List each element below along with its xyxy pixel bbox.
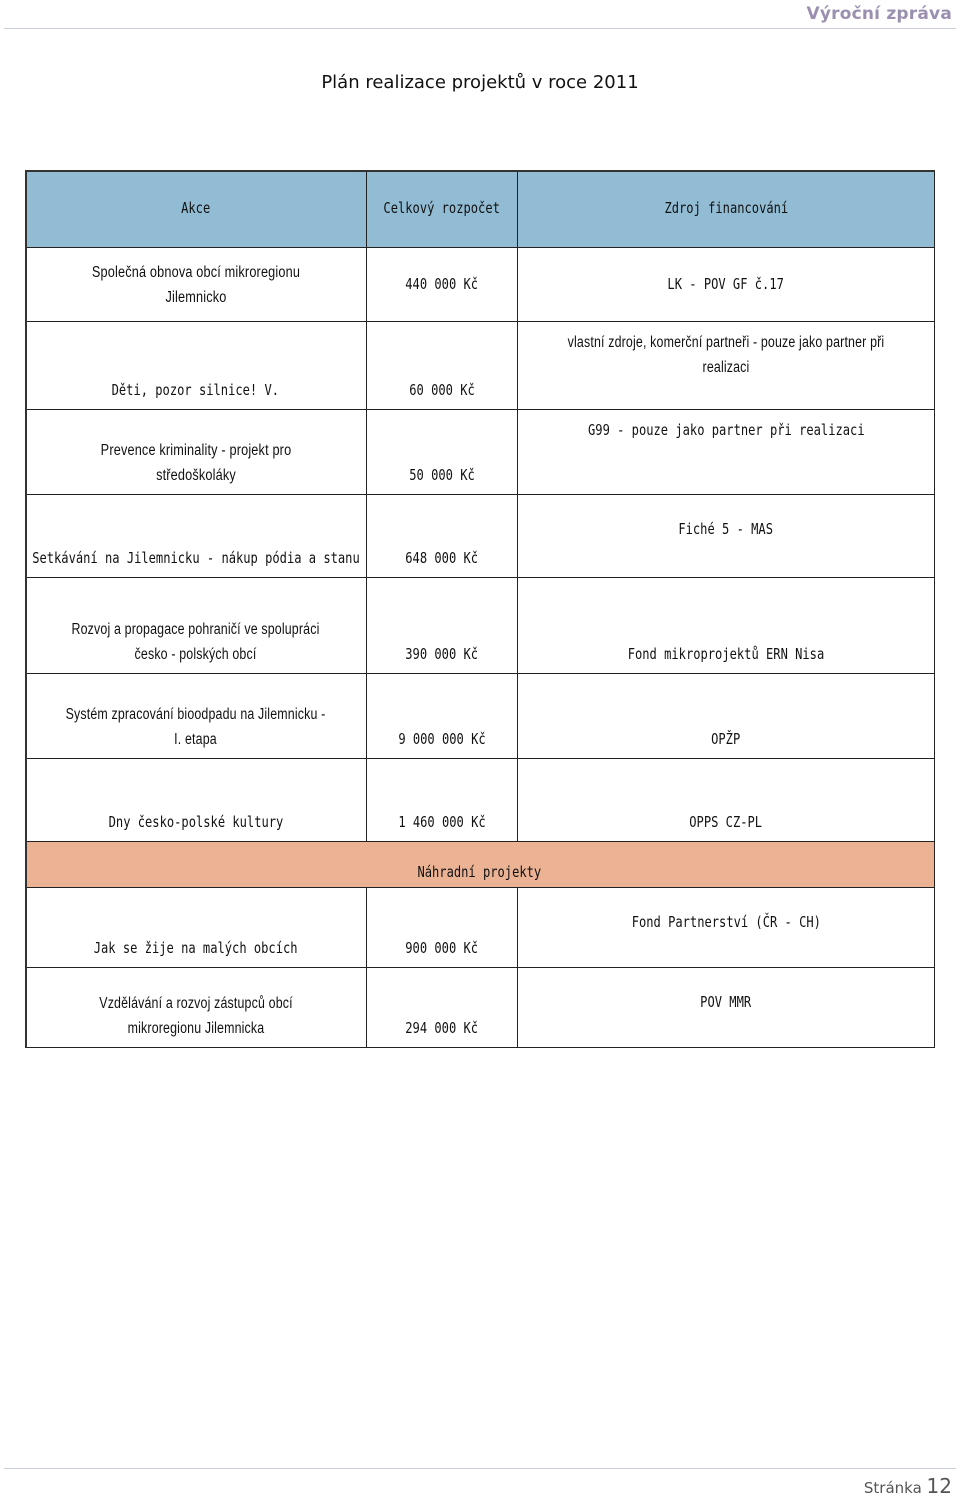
table-cell-action: Společná obnova obcí mikroregionu Jilemnicko	[25, 248, 367, 322]
table-cell-funding: Fond mikroprojektů ERN Nisa	[518, 578, 935, 674]
table-cell-action: Rozvoj a propagace pohraničí ve spolupráci česko - polských obcí	[25, 578, 367, 674]
table-cell-funding: POV MMR	[518, 968, 935, 1048]
table-cell-action: Jak se žije na malých obcích	[25, 888, 367, 968]
table-cell-funding: OPPS CZ-PL	[518, 759, 935, 842]
table-cell-budget: 648 000 Kč	[367, 495, 518, 578]
table-cell-funding: LK - POV GF č.17	[518, 248, 935, 322]
table-cell-action: Systém zpracování bioodpadu na Jilemnicku - I. etapa	[25, 674, 367, 759]
table-cell-action: Setkávání na Jilemnicku - nákup pódia a stanu	[25, 495, 367, 578]
table-cell-funding: vlastní zdroje, komerční partneři - pouze jako partner při realizaci	[518, 322, 935, 410]
alternate-projects-header: Náhradní projekty	[25, 842, 935, 888]
footer-divider	[4, 1468, 956, 1469]
table-cell-action: Dny česko-polské kultury	[25, 759, 367, 842]
page-footer	[864, 1474, 952, 1498]
table-cell-budget: 440 000 Kč	[367, 248, 518, 322]
table-cell-funding: G99 - pouze jako partner při realizaci	[518, 410, 935, 495]
table-cell-budget: 60 000 Kč	[367, 322, 518, 410]
document-header-title: Výroční zpráva	[806, 4, 952, 24]
page-title: Plán realizace projektů v roce 2011	[321, 72, 639, 93]
table-cell-funding: Fond Partnerství (ČR - CH)	[518, 888, 935, 968]
table-cell-action: Prevence kriminality - projekt pro středoškoláky	[25, 410, 367, 495]
table-cell-budget: 1 460 000 Kč	[367, 759, 518, 842]
table-cell-budget: 900 000 Kč	[367, 888, 518, 968]
table-cell-budget: 50 000 Kč	[367, 410, 518, 495]
table-cell-funding: Fiché 5 - MAS	[518, 495, 935, 578]
table-header-funding: Zdroj financování	[518, 170, 935, 248]
table-header-budget: Celkový rozpočet	[367, 170, 518, 248]
footer-page-label: Stránka	[863, 1479, 922, 1497]
table-cell-action: Děti, pozor silnice! V.	[25, 322, 367, 410]
table-header-akce: Akce	[25, 170, 367, 248]
table-cell-action: Vzdělávání a rozvoj zástupců obcí mikroregionu Jilemnicka	[25, 968, 367, 1048]
project-plan-table	[25, 170, 935, 1048]
header-divider	[4, 28, 956, 29]
table-cell-budget: 294 000 Kč	[367, 968, 518, 1048]
table-cell-budget: 390 000 Kč	[367, 578, 518, 674]
table-cell-funding: OPŽP	[518, 674, 935, 759]
footer-page-number: 12	[926, 1474, 952, 1498]
table-cell-budget: 9 000 000 Kč	[367, 674, 518, 759]
